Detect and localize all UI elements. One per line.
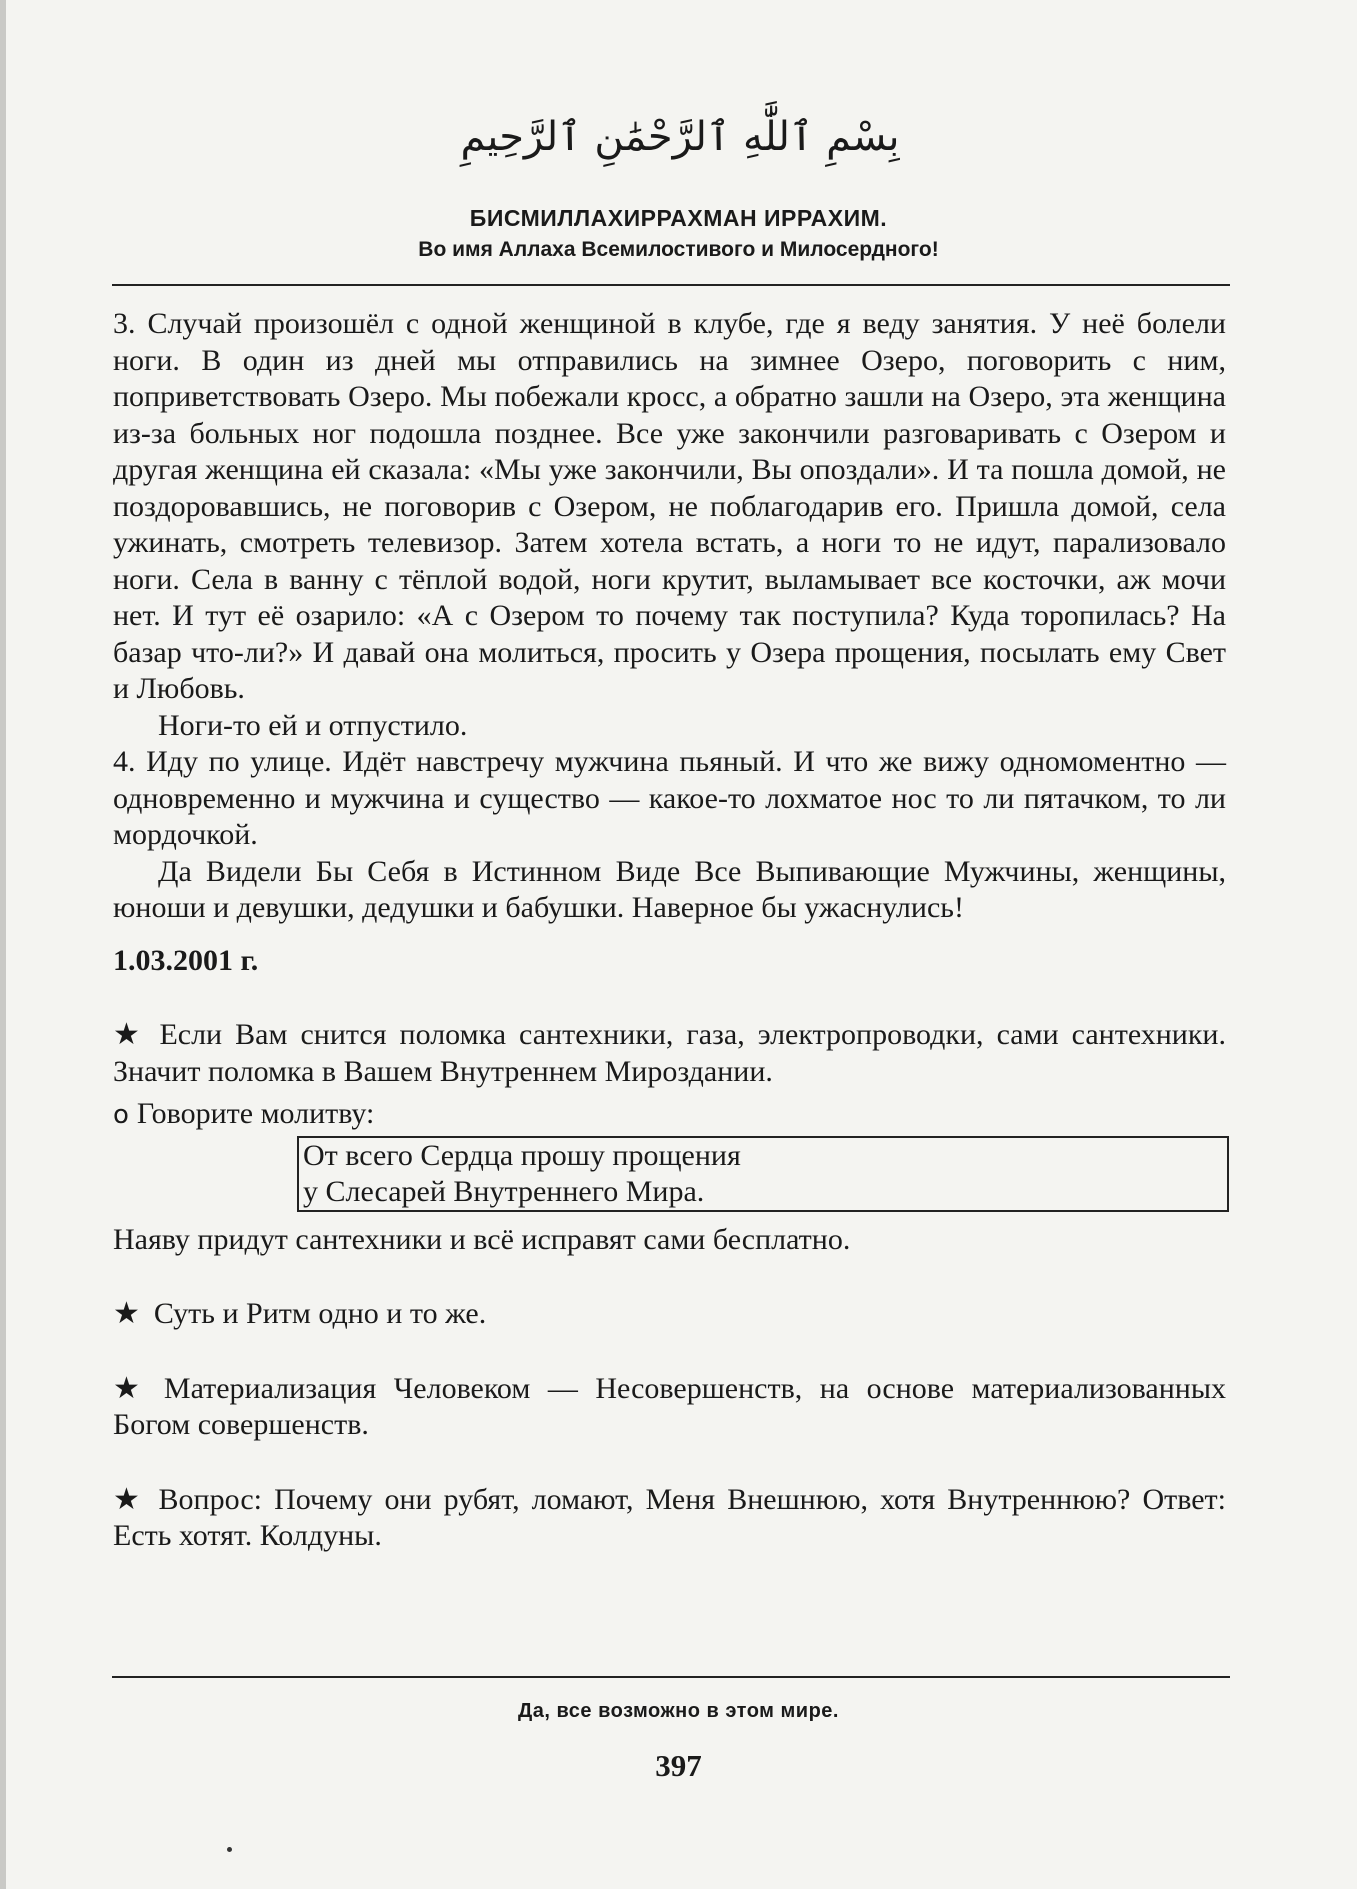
prayer-label <box>113 1096 1226 1134</box>
star-icon: ★ <box>113 1481 145 1517</box>
footer-divider <box>112 1676 1230 1678</box>
paragraph-after-prayer: Наяву придут сантехники и всё исправят сами бесплатно. <box>113 1222 851 1256</box>
entry-date: 1.03.2001 г. <box>113 943 259 977</box>
star-item-question <box>113 1482 1226 1555</box>
star-item-plumbing <box>113 1017 1226 1090</box>
prayer-line: у Слесарей Внутреннего Мира. <box>303 1174 705 1208</box>
footer-text: Да, все возможно в этом мире. <box>518 1700 839 1722</box>
star-item-text: Вопрос: Почему они рубят, ломают, Меня Внешнюю, хотя Внутреннюю? Ответ: Есть хотят. Колдуны. <box>113 1482 1226 1552</box>
scan-speck <box>227 1847 232 1852</box>
page-content <box>113 306 1226 1555</box>
page-edge-shadow <box>0 0 6 1889</box>
paragraph-story-4-end: Да Видели Бы Себя в Истинном Виде Все Выпивающие Мужчины, женщины, юноши и девушки, дедушки и бабушки. Наверное бы ужаснулись! <box>113 854 1226 924</box>
paragraph-story-4: 4. Иду по улице. Идёт навстречу мужчина пьяный. И что же вижу одномоментно — одновременно и мужчина и существо — какое-то лохматое нос то ли пятачком, то ли мордочкой. <box>113 745 1226 851</box>
star-item-text: Если Вам снится поломка сантехники, газа, электропроводки, сами сантехники. Значит поломка в Вашем Внутреннем Мироздании. <box>113 1018 1226 1088</box>
star-icon: ★ <box>113 1017 146 1052</box>
page-number: 397 <box>655 1748 702 1783</box>
star-icon: ★ <box>113 1370 150 1406</box>
star-item-text: Материализация Человеком — Несовершенств, на основе материализованных Богом совершенств. <box>113 1371 1226 1441</box>
star-icon: ★ <box>113 1296 140 1331</box>
star-item-text: Суть и Ритм одно и то же. <box>153 1297 487 1330</box>
prayer-label-text: Говорите молитву: <box>136 1097 375 1130</box>
prayer-box <box>297 1136 1229 1212</box>
paragraph-story-3: 3. Случай произошёл с одной женщиной в клубе, где я веду занятия. У неё болели ноги. В один из дней мы отправились на зимнее Озеро, поговорить с ним, поприветствовать Озеро. Мы побежали кросс, а обратно зашли на Озеро, эта женщина из-за больных ног подошла позднее. Все уже закончили разговаривать с Озером и другая женщина ей сказала: «Мы уже закончили, Вы опоздали». И та пошла домой, не поздоровавшись, не поговорив с Озером, не поблагодарив его. Пришла домой, села ужинать, смотреть телевизор. Затем хотела встать, а ноги то не идут, парализовало ноги. Села в ванну с тёплой водой, ноги крутит, выламывает все косточки, аж мочи нет. И тут её озарило: «А с Озером то почему так поступила? Куда торопилась? На базар что-ли?» И давай она молиться, просить у Озера прощения, посылать ему Свет и Любовь. <box>113 307 1226 705</box>
calligraphy-text: بِسْمِ ٱللَّٰهِ ٱلرَّحْمَٰنِ ٱلرَّحِيمِ <box>460 114 900 160</box>
header-subtitle: Во имя Аллаха Всемилостивого и Милосердного! <box>418 238 939 261</box>
bismillah-calligraphy <box>460 78 900 188</box>
paragraph-story-3-end: Ноги-то ей и отпустило. <box>158 708 468 742</box>
header-divider <box>112 284 1230 286</box>
circle-bullet-icon: o <box>113 1100 129 1130</box>
star-item-essence <box>113 1296 1226 1333</box>
prayer-line: От всего Сердца прошу прощения <box>303 1138 741 1172</box>
header-title: БИСМИЛЛАХИРРАХМАН ИРРАХИМ. <box>469 205 888 231</box>
star-item-materialization <box>113 1371 1226 1444</box>
